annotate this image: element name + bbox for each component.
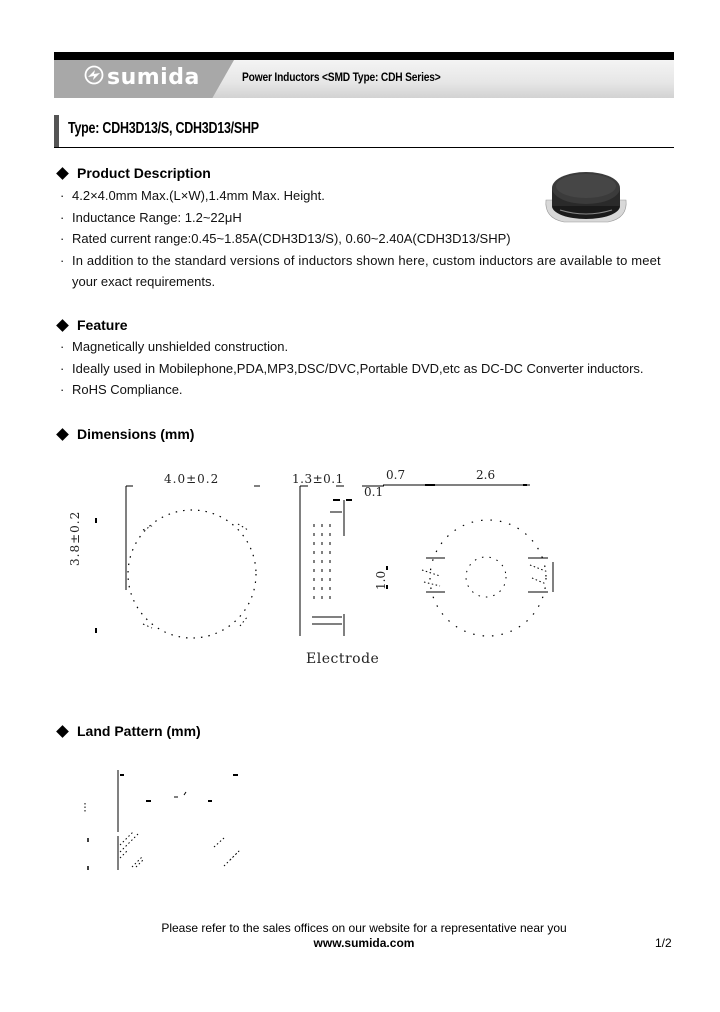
dim-offset-label: 0.1 [364, 485, 384, 499]
dim-height-label: 1.3±0.1 [292, 472, 344, 486]
page-title: Type: CDH3D13/S, CDH3D13/SHP [68, 120, 259, 137]
page-number: 1/2 [655, 936, 672, 950]
dim-electrode-width-label: 0.7 [386, 468, 406, 482]
list-item-text: Ideally used in Mobilephone,PDA,MP3,DSC/DVC,Portable DVD,etc as DC-DC Converter inductors. [72, 360, 644, 376]
list-item: · 4.2×4.0mm Max.(L×W),1.4mm Max. Height. [60, 185, 676, 207]
dim-length-label: 3.8±0.2 [68, 510, 82, 566]
section-heading-land-pattern [56, 723, 201, 739]
list-item-text: Magnetically unshielded construction. [72, 339, 289, 354]
list-item-text: RoHS Compliance. [72, 382, 183, 397]
footer-note: Please refer to the sales offices on our website for a representative near you [161, 921, 567, 935]
dim-electrode-height-label: 1.0 [374, 570, 388, 590]
brand-name: sumida [107, 64, 200, 90]
heading-text: Feature [77, 317, 128, 333]
land-pattern-drawing [0, 740, 300, 890]
heading-text: Land Pattern (mm) [77, 723, 201, 739]
list-item: · Rated current range:0.45~1.85A(CDH3D13/S), 0.60~2.40A(CDH3D13/SHP) [60, 228, 676, 250]
electrode-label: Electrode [306, 651, 380, 667]
heading-text: Product Description [77, 165, 211, 181]
footer-url-link[interactable]: www.sumida.com [313, 936, 415, 950]
list-item-continuation: your exact requirements. [72, 274, 216, 289]
list-item-text: In addition to the standard versions of inductors shown here, custom inductors are available to meet [72, 252, 661, 268]
list-item: · Inductance Range: 1.2~22μH [60, 207, 676, 229]
list-item-text: Inductance Range: 1.2~22μH [72, 209, 242, 225]
list-item: · Magnetically unshielded construction. [60, 336, 676, 358]
heading-text: Dimensions (mm) [77, 426, 195, 442]
list-item-text: Rated current range:0.45~1.85A(CDH3D13/S), 0.60~2.40A(CDH3D13/SHP) [72, 231, 511, 246]
header-title: Power Inductors <SMD Type: CDH Series> [242, 70, 441, 84]
list-item: · RoHS Compliance. [60, 379, 676, 401]
list-item: · In addition to the standard versions of inductors shown here, custom inductors are available to meet [60, 250, 676, 272]
diamond-bullet-icon [56, 725, 69, 738]
dim-span-label: 2.6 [476, 468, 496, 482]
list-item: · Ideally used in Mobilephone,PDA,MP3,DSC/DVC,Portable DVD,etc as DC-DC Converter inductors. [60, 358, 676, 380]
dim-width-label: 4.0±0.2 [164, 472, 220, 486]
list-item-text: 4.2×4.0mm Max.(L×W),1.4mm Max. Height. [72, 188, 325, 203]
